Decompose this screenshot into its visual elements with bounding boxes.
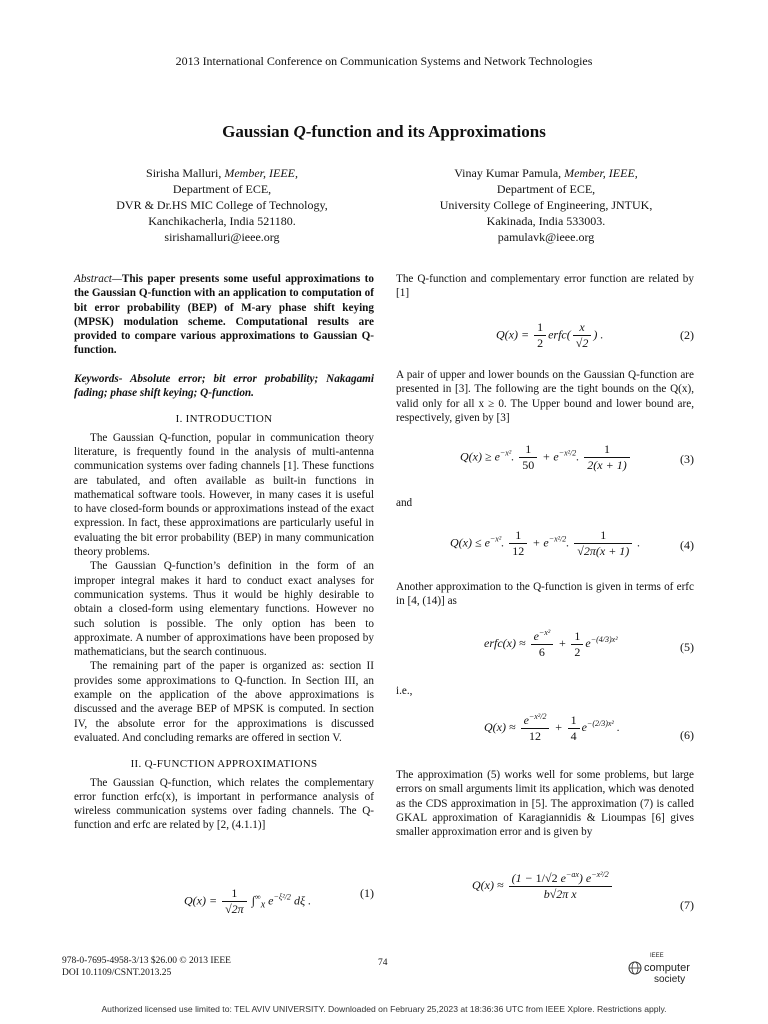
equation-number: (3): [680, 452, 694, 466]
ieee-computer-society-logo: [628, 952, 708, 984]
section2-paragraph-1: The Gaussian Q-function, which relates the complementary error function erfc(x), is important in performance analysis of wireless communication systems over fading channels. The Q-function and erfc are related by [2, (4.1.1)]: [74, 776, 374, 832]
section-heading-2: II. Q-FUNCTION APPROXIMATIONS: [130, 758, 318, 771]
license-notice: Authorized licensed use limited to: TEL AVIV UNIVERSITY. Downloaded on February 25,2023 at 18:36:36 UTC from IEEE Xplore. Restrictions apply.: [101, 1004, 667, 1014]
author-name: Vinay Kumar Pamula,: [454, 166, 562, 180]
equation-number: (7): [680, 898, 694, 912]
author-college: University College of Engineering, JNTUK,: [439, 198, 653, 212]
equation-number: (2): [680, 328, 694, 342]
equation-1: Q(x) = $\frac{1}{√2\pi}$ $\int^\infty_x$ $e^{-\xi^2/2}$ dξ . (1): [184, 886, 374, 916]
author-block-1: [72, 165, 372, 245]
author-dept: Department of ECE,: [172, 182, 272, 196]
conference-header: 2013 International Conference on Communication Systems and Network Technologies: [175, 54, 593, 68]
author-dept: Department of ECE,: [496, 182, 596, 196]
right-column-top: [396, 272, 694, 301]
equation-number: (4): [680, 538, 694, 552]
author-address: Kanchikacherla, India 521180.: [148, 214, 296, 228]
logo-ieee-text: IEEE: [650, 953, 664, 959]
author-name: Sirisha Malluri,: [146, 166, 222, 180]
author-address: Kakinada, India 533003.: [486, 214, 606, 228]
abstract-text: This paper presents some useful approximations to the Gaussian Q-function with an application to computation of bit error probability (BEP) of M-ary phase shift keying (MPSK) modulation scheme. Computational results are provided to compare various approximations to Gaussian Q-function.: [74, 273, 374, 357]
equation-5: erfc(x) ≈ $\frac{e^{-x^2}}{6}$ + $\frac{1}{2}$ $e^{-(4/3)x^2}$ (5): [484, 628, 694, 659]
intro-paragraph-1: The Gaussian Q-function, popular in communication theory literature, is frequently found in the analysis of multi-antenna communication systems over fading channels [1]. These functions are tabulated, and often available as built-in functions in mathematical software tools. However, in many cases it is useful to have closed-form bounds or approximations instead of the exact expression. In fact, these approximations are particularly useful in evaluating the bit error probability (BEP) in many communication theory problems.: [74, 431, 374, 559]
paragraph: A pair of upper and lower bounds on the Gaussian Q-function are presented in [3]. The following are the tight bounds on the Q(x), valid only for all x ≥ 0. The Upper bound and lower bound are, respectively, given by [3]: [396, 369, 694, 424]
logo-society-text: society: [654, 974, 686, 985]
abstract: [74, 272, 374, 358]
equation-7: Q(x) ≈ $\frac{(1 - 1/√2 e^{-ax}) e^{-x^2/2}}{\text{b√2π x}}$ (7): [472, 870, 694, 912]
intro-paragraph-3: The remaining part of the paper is organized as: section II provides some approximations to Q-function. In Section III, an example on the application of the above approximations is discussed and the average BEP of MPSK is computed. In section IV, the absolute error for the approximations is discussed evaluated. And concluding remarks are offered in section V.: [74, 660, 374, 744]
doi-line: DOI 10.1109/CSNT.2013.25: [62, 968, 172, 978]
keywords: Keywords- Absolute error; bit error probability; Nakagami fading; phase shift keying; Q-function.: [74, 372, 374, 400]
paragraph: Another approximation to the Q-function is given in terms of erfc in [4, (14)] as: [396, 581, 694, 608]
paragraph: The Q-function and complementary error function are related by [1]: [396, 273, 694, 300]
paragraph: and: [396, 497, 413, 509]
right-paragraph-2: [396, 368, 694, 425]
equation-number: (1): [360, 886, 374, 900]
isbn-line: 978-0-7695-4958-3/13 $26.00 © 2013 IEEE: [62, 956, 231, 966]
equation-4: $Q(x) \le e^{-x^2}$. $\frac{1}{12}$ + $e^{-x^2/2}$. $\frac{1}{√2\pi(x + 1)}$ . (4): [450, 528, 694, 558]
equation-2: Q(x) = $\frac{1}{2}$ erfc( $\frac{x}{√2}$ ) . (2): [496, 320, 694, 350]
left-column: [74, 272, 374, 833]
equation-3: $Q(x) \ge e^{-x^2}$. $\frac{1}{50}$ + $e^{-x^2/2}$. $\frac{1}{2(x + 1)}$ (3): [460, 442, 694, 472]
right-paragraph-4: [396, 768, 694, 839]
page-number: 74: [378, 958, 388, 968]
right-paragraph-3: [396, 580, 694, 609]
equation-number: (6): [680, 728, 694, 742]
paper-title: Gaussian Q-function and its Approximations: [222, 122, 546, 141]
author-block-2: [396, 165, 696, 245]
and-label: [396, 496, 694, 510]
equation-6: Q(x) ≈ $\frac{e^{-x^2/2}}{12}$ + $\frac{1}{4}$ $e^{-(2/3)x^2}$ . (6): [484, 712, 694, 743]
paragraph: The approximation (5) works well for some problems, but large errors on small arguments limit its application, which was denoted as the CDS approximation in [5]. The approximation (7) is called GKAL approximation of Karagiannidis & Lioumpas [6] gives smaller approximation error and is given by: [396, 769, 694, 839]
globe-icon: [628, 961, 642, 975]
section-heading-1: I. INTRODUCTION: [175, 413, 273, 426]
abstract-lead: Abstract—: [74, 273, 122, 285]
author-role: Member, IEEE,: [224, 166, 298, 180]
logo-computer-text: computer: [644, 961, 690, 974]
intro-paragraph-2: The Gaussian Q-function’s definition in the form of an improper integral makes it hard to conduct exact analyses for communication systems. Thus it would be highly desirable to obtain a closed-form using elementary functions. However no such solution is possible. The only option has been to approximate. A number of approximations have been proposed by mathematicians, but the search continuous.: [74, 560, 374, 659]
ie-label: [396, 684, 694, 698]
author-email: sirishamalluri@ieee.org: [164, 230, 280, 244]
author-email: pamulavk@ieee.org: [497, 230, 595, 244]
paragraph: i.e.,: [396, 685, 413, 697]
author-role: Member, IEEE,: [564, 166, 638, 180]
author-college: DVR & Dr.HS MIC College of Technology,: [116, 198, 328, 212]
equation-number: (5): [680, 640, 694, 654]
